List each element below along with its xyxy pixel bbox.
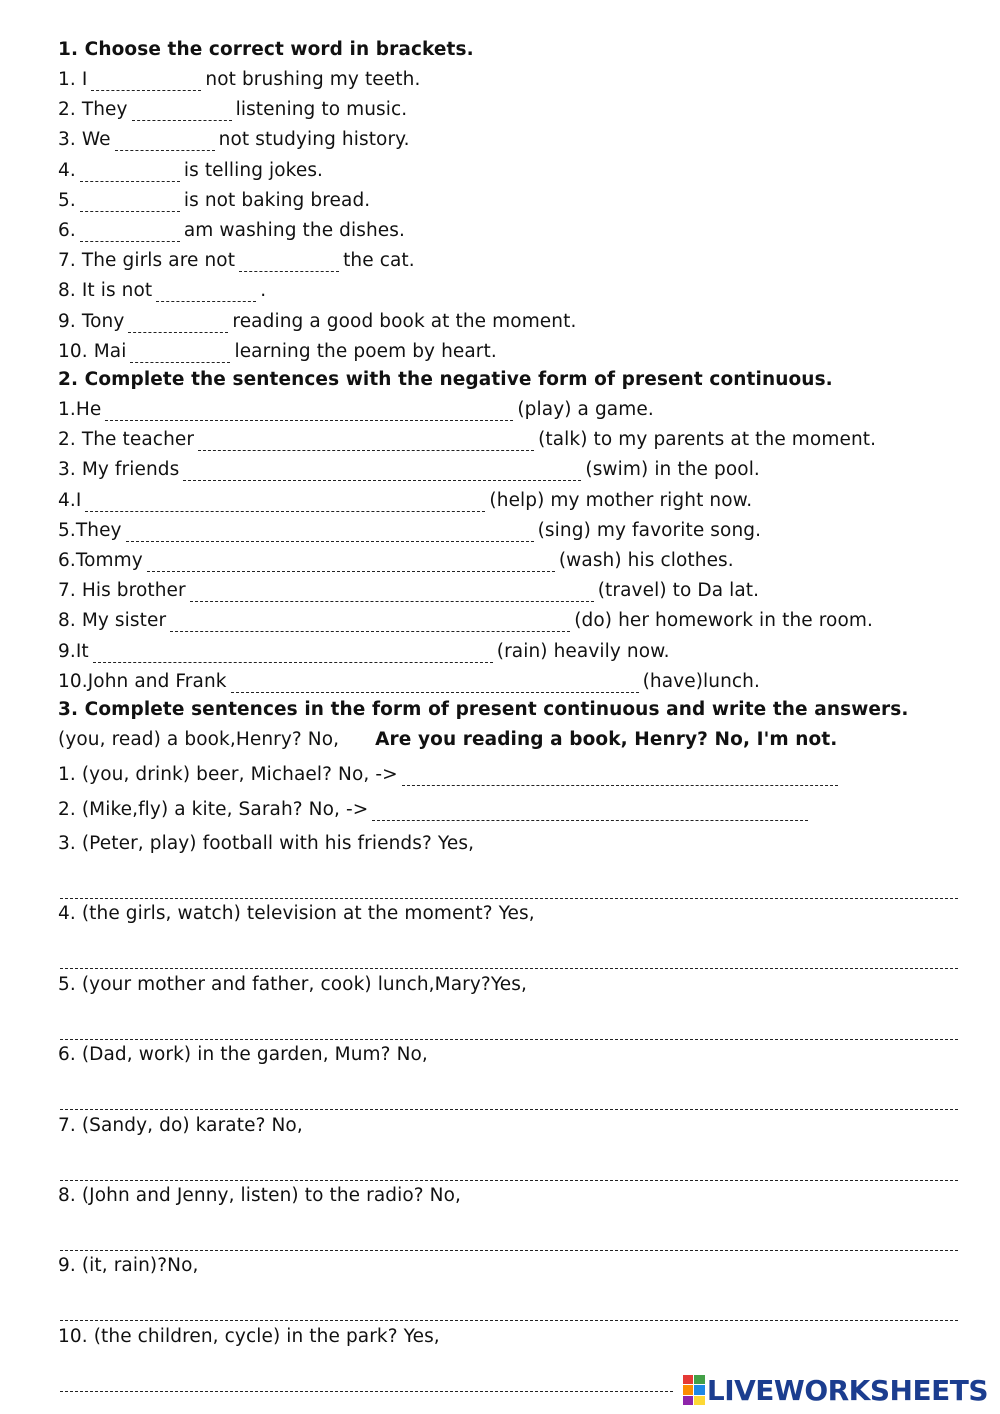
section-2-heading: 2. Complete the sentences with the negative form of present continuous. xyxy=(58,369,833,390)
answer-blank-input[interactable] xyxy=(80,191,180,212)
section-1-heading: 1. Choose the correct word in brackets. xyxy=(58,39,474,60)
item-suffix: (play) a game. xyxy=(517,399,654,420)
item-prefix: 4.I xyxy=(58,489,82,511)
item-prefix: 3. We xyxy=(58,129,111,151)
item-suffix: listening to music. xyxy=(235,99,408,121)
exercise-3-item xyxy=(58,798,812,822)
answer-line-input[interactable] xyxy=(60,1017,958,1040)
item-suffix: reading a good book at the moment. xyxy=(232,310,577,332)
exercise-1-item xyxy=(58,98,407,122)
item-suffix: am washing the dishes. xyxy=(183,220,406,241)
exercise-3-item: 10. (the children, cycle) in the park? Yes, xyxy=(58,1325,440,1347)
exercise-1-item xyxy=(58,340,497,364)
exercise-1-item xyxy=(58,279,266,303)
exercise-1-item xyxy=(58,159,323,183)
item-prefix: 1. I xyxy=(58,69,88,90)
item-suffix: (travel) to Da lat. xyxy=(597,580,760,602)
item-prefix: 6. xyxy=(58,220,76,241)
exercise-2-item xyxy=(58,609,873,633)
exercise-1-item xyxy=(58,189,370,213)
exercise-1-item xyxy=(58,249,415,273)
item-suffix: the cat. xyxy=(343,250,415,272)
exercise-2-item xyxy=(58,519,761,543)
answer-blank-input[interactable] xyxy=(128,312,228,333)
answer-blank-input[interactable] xyxy=(239,251,339,272)
answer-line-input[interactable] xyxy=(60,946,958,969)
exercise-2-item xyxy=(58,549,734,573)
exercise-2-item xyxy=(58,489,752,513)
item-suffix: is not baking bread. xyxy=(183,189,371,211)
item-prefix: 8. It is not xyxy=(58,280,153,302)
answer-line-input[interactable] xyxy=(60,1298,958,1321)
logo-text: LIVEWORKSHEETS xyxy=(706,1373,988,1407)
answer-blank-input[interactable] xyxy=(231,672,639,693)
item-suffix: (help) my mother right now. xyxy=(489,489,753,511)
exercise-1-item xyxy=(58,219,405,243)
item-suffix: (talk) to my parents at the moment. xyxy=(538,429,877,451)
exercise-2-item xyxy=(58,640,670,664)
item-prefix: 2. The teacher xyxy=(58,429,195,451)
item-prefix: 10.John and Frank xyxy=(58,670,227,692)
exercise-3-item: 5. (your mother and father, cook) lunch,Mary?Yes, xyxy=(58,973,527,995)
answer-blank-input[interactable] xyxy=(190,581,594,602)
answer-line-input[interactable] xyxy=(60,876,958,899)
answer-blank-input[interactable] xyxy=(80,161,180,182)
item-prefix: 10. Mai xyxy=(58,340,127,362)
exercise-3-item: 9. (it, rain)?No, xyxy=(58,1255,199,1277)
liveworksheets-logo xyxy=(675,1372,988,1408)
exercise-2-item xyxy=(58,428,876,452)
exercise-3-item: 6. (Dad, work) in the garden, Mum? No, xyxy=(58,1044,428,1066)
exercise-3-item: 3. (Peter, play) football with his friends? Yes, xyxy=(58,833,475,854)
exercise-3-item xyxy=(58,763,842,787)
exercise-3-item: 4. (the girls, watch) television at the moment? Yes, xyxy=(58,903,535,925)
answer-blank-input[interactable] xyxy=(105,400,513,421)
answer-blank-input[interactable] xyxy=(170,611,570,632)
item-suffix: not brushing my teeth. xyxy=(205,69,421,90)
item-prefix: 8. My sister xyxy=(58,610,167,632)
item-suffix: (sing) my favorite song. xyxy=(537,519,762,541)
item-prefix: 9. Tony xyxy=(58,310,125,332)
answer-blank-input[interactable] xyxy=(147,551,555,572)
item-prefix: 7. The girls are not xyxy=(58,250,236,272)
item-prefix: 2. They xyxy=(58,99,128,121)
answer-blank-input[interactable] xyxy=(156,281,256,302)
answer-blank-input[interactable] xyxy=(132,100,232,121)
exercise-3-item: 8. (John and Jenny, listen) to the radio? No, xyxy=(58,1185,461,1206)
answer-blank-input[interactable] xyxy=(198,430,534,451)
answer-blank-input[interactable] xyxy=(130,342,230,363)
exercise-1-item xyxy=(58,128,410,152)
answer-blank-input[interactable] xyxy=(372,800,808,821)
example-row xyxy=(58,728,837,752)
answer-blank-input[interactable] xyxy=(126,521,534,542)
item-suffix: learning the poem by heart. xyxy=(234,340,497,362)
answer-line-input[interactable] xyxy=(60,1158,958,1181)
item-prefix: 5. xyxy=(58,189,76,211)
answer-blank-input[interactable] xyxy=(183,460,581,481)
exercise-2-item xyxy=(58,458,760,482)
item-prefix: 6.Tommy xyxy=(58,550,143,571)
answer-blank-input[interactable] xyxy=(115,130,215,151)
exercise-1-item xyxy=(58,310,576,334)
exercise-3-item: 7. (Sandy, do) karate? No, xyxy=(58,1114,303,1136)
answer-blank-input[interactable] xyxy=(93,642,493,663)
example-answer: Are you reading a book, Henry? No, I'm not. xyxy=(375,729,838,750)
exercise-2-item xyxy=(58,670,760,694)
answer-blank-input[interactable] xyxy=(402,765,838,786)
item-prefix: 1.He xyxy=(58,399,102,420)
exercise-1-item xyxy=(58,68,420,92)
item-prefix: 5.They xyxy=(58,519,122,541)
item-suffix: (have)lunch. xyxy=(642,670,760,692)
item-suffix: . xyxy=(260,280,267,302)
item-prefix: 4. xyxy=(58,159,76,181)
logo-mark-icon xyxy=(683,1375,705,1405)
answer-blank-input[interactable] xyxy=(91,70,201,91)
answer-blank-input[interactable] xyxy=(85,491,485,512)
question-text: 2. (Mike,fly) a kite, Sarah? No, -> xyxy=(58,799,369,820)
question-text: 1. (you, drink) beer, Michael? No, -> xyxy=(58,764,398,785)
exercise-2-item xyxy=(58,398,654,422)
answer-line-input[interactable] xyxy=(60,1087,958,1110)
answer-blank-input[interactable] xyxy=(80,221,180,242)
item-suffix: (wash) his clothes. xyxy=(558,550,734,571)
item-suffix: is telling jokes. xyxy=(183,159,324,181)
item-suffix: (do) her homework in the room. xyxy=(574,610,873,632)
answer-line-input[interactable] xyxy=(60,1228,958,1251)
section-3-heading: 3. Complete sentences in the form of present continuous and write the answers. xyxy=(58,699,909,720)
example-question: (you, read) a book,Henry? No, xyxy=(58,729,340,750)
item-suffix: (rain) heavily now. xyxy=(496,640,670,662)
item-suffix: (swim) in the pool. xyxy=(585,459,760,481)
item-prefix: 9.It xyxy=(58,640,89,662)
item-prefix: 7. His brother xyxy=(58,580,186,602)
item-prefix: 3. My friends xyxy=(58,459,180,481)
item-suffix: not studying history. xyxy=(218,129,410,151)
exercise-2-item xyxy=(58,579,759,603)
